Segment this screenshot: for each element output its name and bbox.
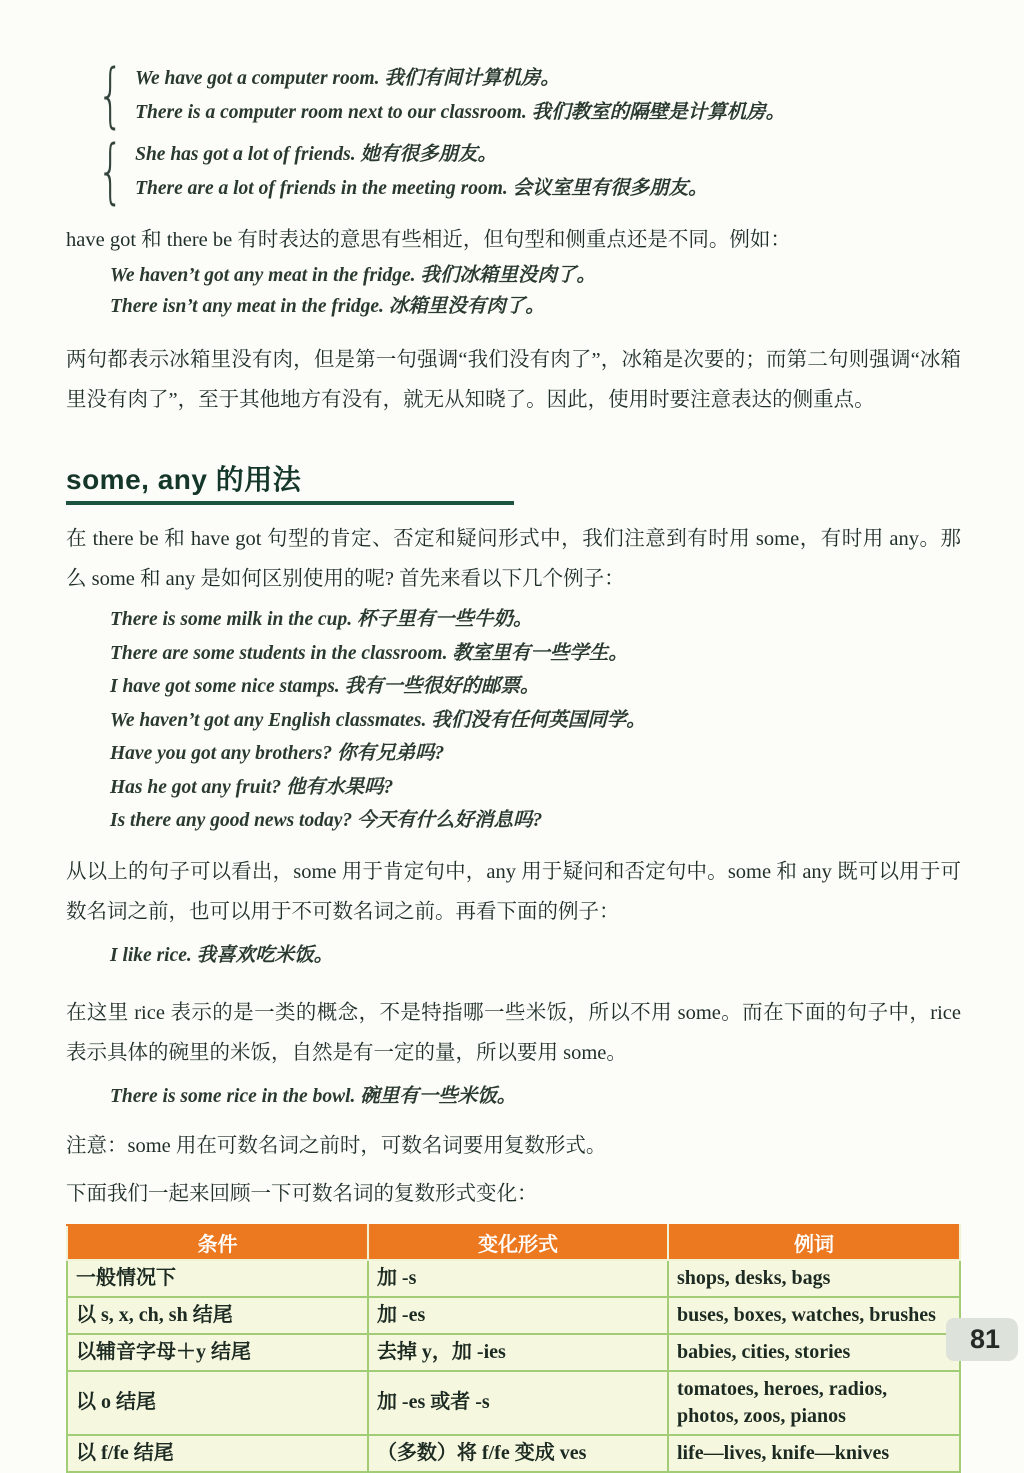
example-sentence: Has he got any fruit? 他有水果吗? — [110, 776, 394, 798]
some-any-summary-paragraph: 从以上的句子可以看出，some 用于肯定句中，any 用于疑问和否定句中。some 和 any 既可以用于可数名词之前，也可以用于不可数名词之前。再看下面的例子： — [66, 860, 961, 923]
table-header-examples: 例词 — [668, 1225, 960, 1260]
table-cell: babies, cities, stories — [668, 1334, 960, 1371]
table-cell: 加 -es 或者 -s — [368, 1371, 668, 1435]
table-row — [67, 1371, 960, 1435]
example-sentence: We haven’t got any English classmates. 我们没有任何英国同学。 — [110, 709, 646, 731]
example-sentence: There is some rice in the bowl. 碗里有一些米饭。 — [110, 1085, 517, 1107]
table-header-condition: 条件 — [67, 1225, 368, 1260]
table-cell: 加 -s — [368, 1260, 668, 1297]
example-pair-lines — [135, 62, 785, 130]
example-sentence: I like rice. 我喜欢吃米饭。 — [110, 944, 334, 966]
example-sentence: Is there any good news today? 今天有什么好消息吗? — [110, 810, 543, 831]
have-got-vs-there-be-paragraph: have got 和 there be 有时表达的意思有些相近，但句型和侧重点还是不同。例如： — [66, 229, 791, 251]
table-cell: buses, boxes, watches, brushes — [668, 1297, 960, 1334]
example-sentence: We haven’t got any meat in the fridge. 我们冰箱里没肉了。 — [110, 265, 596, 286]
table-row — [67, 1334, 960, 1371]
rice-explanation-paragraph: 在这里 rice 表示的是一类的概念，不是特指哪一些米饭，所以不用 some。而在下面的句子中，rice 表示具体的碗里的米饭，自然是有一定的量，所以要用 some。 — [66, 1001, 961, 1064]
example-pair-lines — [135, 138, 708, 206]
example-sentence: There isn’t any meat in the fridge. 冰箱里没有肉了。 — [110, 296, 545, 317]
plural-forms-table — [66, 1224, 961, 1473]
example-pair-computer-room — [94, 55, 961, 137]
example-sentence: I have got some nice stamps. 我有一些很好的邮票。 — [110, 676, 540, 697]
page-number: 81 — [969, 1324, 1000, 1354]
comparison-explanation-paragraph: 两句都表示冰箱里没有肉，但是第一句强调“我们没有肉了”，冰箱是次要的；而第二句则强调“冰箱里没有肉了”，至于其他地方有没有，就无从知晓了。因此，使用时要注意表达的侧重点。 — [66, 349, 961, 411]
table-cell: 一般情况下 — [67, 1260, 368, 1297]
table-cell: 加 -es — [368, 1297, 668, 1334]
example-sentence: There is a computer room next to our classroom. 我们教室的隔壁是计算机房。 — [135, 102, 786, 123]
note-paragraph: 注意：some 用在可数名词之前时，可数名词要用复数形式。 — [66, 1134, 607, 1157]
table-header-change: 变化形式 — [368, 1225, 668, 1260]
example-sentence: There is some milk in the cup. 杯子里有一些牛奶。 — [110, 609, 533, 630]
example-sentence: We have got a computer room. 我们有间计算机房。 — [135, 68, 560, 89]
table-row — [67, 1260, 960, 1297]
table-cell: （多数）将 f/fe 变成 ves — [368, 1435, 668, 1472]
some-any-example-list — [66, 603, 961, 838]
table-cell: life—lives, knife—knives — [668, 1435, 960, 1472]
table-cell: shops, desks, bags — [668, 1260, 960, 1297]
example-sentence: There are a lot of friends in the meeting room. 会议室里有很多朋友。 — [135, 178, 708, 199]
table-cell: tomatoes, heroes, radios, photos, zoos, pianos — [668, 1371, 960, 1435]
example-sentence: There are some students in the classroom. 教室里有一些学生。 — [110, 642, 628, 664]
table-row — [67, 1435, 960, 1472]
table-row — [67, 1297, 960, 1334]
page-number-badge — [946, 1318, 1018, 1361]
example-sentence: Have you got any brothers? 你有兄弟吗? — [110, 743, 445, 764]
table-cell: 去掉 y，加 -ies — [368, 1334, 668, 1371]
example-sentence: She has got a lot of friends. 她有很多朋友。 — [135, 144, 497, 165]
section-heading-some-any: some, any 的用法 — [66, 458, 514, 505]
table-cell: 以辅音字母＋y 结尾 — [67, 1334, 368, 1371]
page-content — [66, 55, 961, 1473]
table-header-row — [67, 1225, 960, 1260]
table-intro-paragraph: 下面我们一起来回顾一下可数名词的复数形式变化： — [66, 1182, 538, 1205]
example-pair-friends — [94, 131, 961, 213]
left-brace-icon: { — [97, 131, 124, 213]
table-cell: 以 f/fe 结尾 — [67, 1435, 368, 1472]
table-cell: 以 o 结尾 — [67, 1371, 368, 1435]
some-any-intro-paragraph: 在 there be 和 have got 句型的肯定、否定和疑问形式中，我们注意到有时用 some，有时用 any。那么 some 和 any 是如何区别使用的呢? 首先来看以下几个例子： — [66, 528, 961, 590]
left-brace-icon: { — [97, 55, 124, 137]
table-cell: 以 s, x, ch, sh 结尾 — [67, 1297, 368, 1334]
